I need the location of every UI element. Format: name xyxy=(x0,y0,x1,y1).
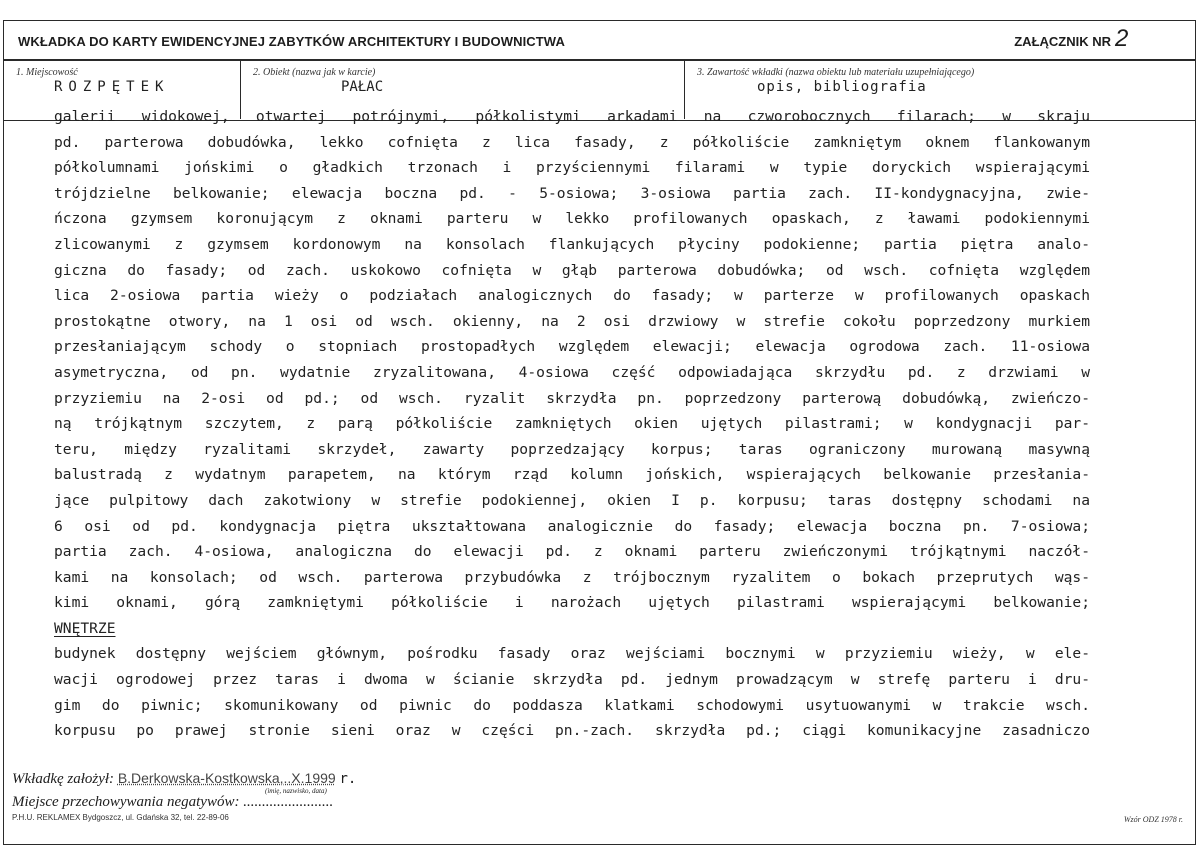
form-title: WKŁADKA DO KARTY EWIDENCYJNEJ ZABYTKÓW ARCHITEKTURY I BUDOWNICTWA xyxy=(18,34,565,49)
text-line: korpusu po prawej stronie sieni oraz w części pn.-zach. skrzydła pd.; ciągi komunikacyjne zasadniczo xyxy=(54,722,1090,740)
text-line: budynek dostępny wejściem głównym, pośrodku fasady oraz wejściami bocznymi w przyziemiu wieży, w ele- xyxy=(54,645,1090,663)
text-line: zlicowanymi z gzymsem kordonowym na konsolach flankujących płyciny podokienne; partia piętra analo- xyxy=(54,235,1090,253)
prepared-by-suffix: r. xyxy=(339,771,357,787)
prepared-by-hint: (imię, nazwisko, data) xyxy=(265,787,327,795)
description-text xyxy=(54,104,1090,744)
prepared-by xyxy=(12,770,356,788)
text-line: ńczona gzymsem koronującym z oknami parteru w lekko profilowanych opaskach, z ławami podokiennymi xyxy=(54,210,1090,228)
text-line: wacji ogrodowej przez taras i dwoma w ścianie skrzydła pd. jednym prowadzącym w strefę parteru i dru- xyxy=(54,671,1090,689)
negative-storage-value: ........................ xyxy=(243,794,334,810)
text-line: jące pulpitowy dach zakotwiony w strefie podokiennej, okien I p. korpusu; taras dostępny schodami na xyxy=(54,491,1090,509)
field-locality-value: ROZPĘTEK xyxy=(54,79,170,95)
text-line: prostokątne otwory, na 1 osi od wsch. okienny, na 2 osi drzwiowy w strefie cokołu poprzedzony murkiem xyxy=(54,312,1090,330)
text-line: przesłaniającym schody o stopniach prostopadłych względem elewacji; elewacja ogrodowa zach. 11-osiowa xyxy=(54,338,1090,356)
annex-label: ZAŁĄCZNIK NR xyxy=(1014,34,1111,49)
field-locality-label: 1. Miejscowość xyxy=(16,67,78,78)
text-line: kami na konsolach; od wsch. parterowa przybudówka z trójbocznym ryzalitem o bokach przeprutych wąs- xyxy=(54,568,1090,586)
text-line: półkolumnami jońskimi o gładkich trzonach i przyściennymi filarami w typie doryckich wspierającymi xyxy=(54,159,1090,177)
text-line: galerii widokowej, otwartej potrójnymi, półkolistymi arkadami na czworobocznych filarach; w skraju xyxy=(54,108,1090,125)
text-line: teru, między ryzalitami skrzydeł, zawarty poprzedzający korpus; taras ograniczony murowaną masywną xyxy=(54,440,1090,458)
text-line: partia zach. 4-osiowa, analogiczna do elewacji pd. z oknami parteru zwieńczonymi trójkątnymi naczół- xyxy=(54,543,1090,561)
text-line: kimi oknami, górą zamkniętymi półkoliście i narożach ujętych pilastrami wspierającymi belkowanie; xyxy=(54,594,1090,612)
section-heading-interior: WNĘTRZE xyxy=(54,619,116,637)
text-line: giczna do fasady; od zach. uskokowo cofnięta w głąb parterowa dobudówka; od wsch. cofnięta względem xyxy=(54,261,1090,279)
text-line: przyziemiu na 2-osi od pd.; od wsch. ryzalit skrzydła pn. poprzedzony parterową dobudówką, zwieńczo- xyxy=(54,389,1090,407)
field-object-label: 2. Obiekt (nazwa jak w karcie) xyxy=(253,67,376,78)
text-line: lica 2-osiowa partia wieży o podziałach analogicznych do fasady; w parterze w profilowanych opaskach xyxy=(54,287,1090,305)
text-line: pd. parterowa dobudówka, lekko cofnięta z lica fasady, z półkoliście zamkniętym oknem flankowanym xyxy=(54,133,1090,151)
prepared-by-value: B.Derkowska-Kostkowska,..X.1999 xyxy=(117,770,336,786)
text-line: balustradą z wydatnym parapetem, na którym rząd kolumn jońskich, wspierających belkowanie przesłania- xyxy=(54,466,1090,484)
negative-storage xyxy=(12,794,333,811)
field-contents-value: opis, bibliografia xyxy=(757,79,927,95)
text-line: trójdzielne belkowanie; elewacja boczna pd. - 5-osiowa; 3-osiowa partia zach. II-kondygnacyjna, zwie- xyxy=(54,184,1090,202)
form-pattern: Wzór ODZ 1978 r. xyxy=(1123,815,1183,824)
field-object-value: PAŁAC xyxy=(341,79,384,95)
printer-imprint: P.H.U. REKLAMEX Bydgoszcz, ul. Gdańska 32, tel. 22-89-06 xyxy=(12,813,229,822)
text-line: 6 osi od pd. kondygnacja piętra ukształtowana analogicznie do fasady; elewacja boczna pn. 7-osiowa; xyxy=(54,517,1090,535)
field-contents-label: 3. Zawartość wkładki (nazwa obiektu lub materiału uzupełniającego) xyxy=(697,67,975,78)
text-line: asymetryczna, od pn. wydatnie zryzalitowana, 4-osiowa część odpowiadająca skrzydłu pd. z drzwiami w xyxy=(54,363,1090,381)
negative-storage-label: Miejsce przechowywania negatywów: xyxy=(12,794,240,810)
text-line: gim do piwnic; skomunikowany od piwnic do poddasza klatkami schodowymi usytuowanymi w trakcie wsch. xyxy=(54,696,1090,714)
prepared-by-label: Wkładkę założył: xyxy=(12,771,115,787)
text-line: ną trójkątnym szczytem, z parą półkoliście zamkniętych okien ujętych pilastrami; w kondygnacji par- xyxy=(54,415,1090,433)
form-header xyxy=(4,21,1195,61)
annex-number: 2 xyxy=(1115,25,1129,52)
